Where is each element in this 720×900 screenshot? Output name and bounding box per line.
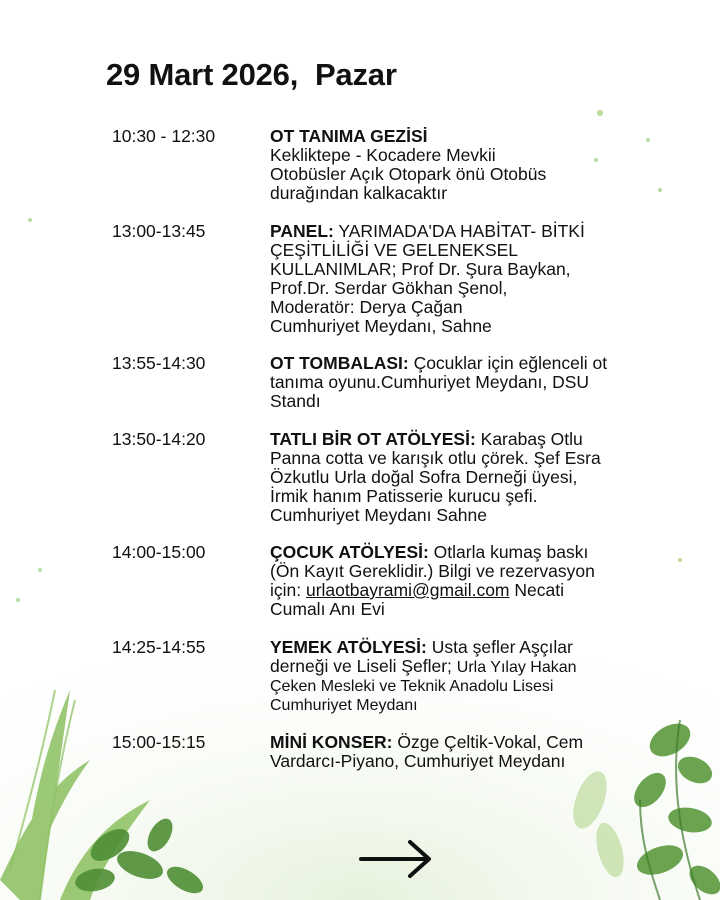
event-detail-line: Cumalı Anı Evi bbox=[270, 599, 385, 619]
event-detail-line: Panna cotta ve karışık otlu çörek. Şef Esra bbox=[270, 448, 601, 468]
event-detail-text: Necati bbox=[509, 580, 564, 600]
event-description bbox=[270, 430, 650, 525]
event-detail-line: KULLANIMLAR; Prof Dr. Şura Baykan, bbox=[270, 259, 571, 279]
event-detail-line: Otobüsler Açık Otopark önü Otobüs bbox=[270, 164, 547, 184]
event-detail-text: Usta şefler Aşçılar bbox=[426, 637, 573, 657]
event-time: 13:55-14:30 bbox=[112, 353, 206, 373]
event-time: 13:00-13:45 bbox=[112, 221, 206, 241]
event-time: 14:25-14:55 bbox=[112, 637, 206, 657]
event-description bbox=[270, 543, 650, 619]
event-detail-line: Özkutlu Urla doğal Sofra Derneği üyesi, bbox=[270, 467, 578, 487]
event-title: OT TOMBALASI: bbox=[270, 353, 409, 373]
event-detail-text: Urla Yılay Hakan bbox=[456, 659, 577, 676]
event-detail-text: Otlarla kumaş baskı bbox=[428, 542, 589, 562]
event-time: 14:00-15:00 bbox=[112, 542, 206, 562]
event-time: 15:00-15:15 bbox=[112, 732, 206, 752]
event-title: PANEL: bbox=[270, 221, 334, 241]
event-detail-line: Çeken Mesleki ve Teknik Anadolu Lisesi bbox=[270, 678, 554, 695]
event-detail-text: YARIMADA'DA HABİTAT- BİTKİ bbox=[333, 221, 585, 241]
event-detail-text: Karabaş Otlu bbox=[475, 429, 583, 449]
event-detail-line: Vardarcı-Piyano, Cumhuriyet Meydanı bbox=[270, 751, 566, 771]
reservation-email-link[interactable]: urlaotbayrami@gmail.com bbox=[305, 580, 510, 600]
event-description bbox=[270, 222, 650, 336]
event-detail-line: Prof.Dr. Serdar Gökhan Şenol, bbox=[270, 278, 508, 298]
event-detail-line: Cumhuriyet Meydanı, Sahne bbox=[270, 316, 492, 336]
email-prefix-text: için: bbox=[270, 580, 306, 600]
event-title: TATLI BİR OT ATÖLYESİ: bbox=[270, 429, 476, 449]
event-detail-line: Cumhuriyet Meydanı bbox=[270, 697, 418, 714]
event-detail-line: ÇEŞİTLİLİĞİ VE GELENEKSEL bbox=[270, 240, 519, 260]
event-title: YEMEK ATÖLYESİ: bbox=[270, 637, 427, 657]
event-detail-text: derneği ve Liseli Şefler; bbox=[270, 656, 457, 676]
event-detail-line: Kekliktepe - Kocadere Mevkii bbox=[270, 145, 496, 165]
event-detail-line: (Ön Kayıt Gereklidir.) Bilgi ve rezervasyon bbox=[270, 561, 595, 581]
event-detail-text: Çocuklar için eğlenceli ot bbox=[408, 353, 608, 373]
event-description bbox=[270, 638, 650, 715]
event-title: MİNİ KONSER: bbox=[270, 732, 393, 752]
event-detail-line: Moderatör: Derya Çağan bbox=[270, 297, 463, 317]
event-detail-line: Standı bbox=[270, 391, 321, 411]
event-description bbox=[270, 354, 650, 411]
schedule-date-heading: 29 Mart 2026, Pazar bbox=[106, 57, 397, 92]
event-detail-line: tanıma oyunu.Cumhuriyet Meydanı, DSU bbox=[270, 372, 590, 392]
event-description bbox=[270, 127, 650, 203]
event-description bbox=[270, 733, 650, 771]
event-title: ÇOCUK ATÖLYESİ: bbox=[270, 542, 429, 562]
event-time: 10:30 - 12:30 bbox=[112, 126, 216, 146]
event-title: OT TANIMA GEZİSİ bbox=[270, 126, 428, 146]
event-detail-line: Cumhuriyet Meydanı Sahne bbox=[270, 505, 487, 525]
event-time: 13:50-14:20 bbox=[112, 429, 206, 449]
event-detail-line: durağından kalkacaktır bbox=[270, 183, 448, 203]
arrow-right-icon[interactable] bbox=[358, 838, 434, 880]
event-detail-text: Özge Çeltik-Vokal, Cem bbox=[392, 732, 584, 752]
event-detail-line: İrmik hanım Patisserie kurucu şefi. bbox=[270, 486, 538, 506]
